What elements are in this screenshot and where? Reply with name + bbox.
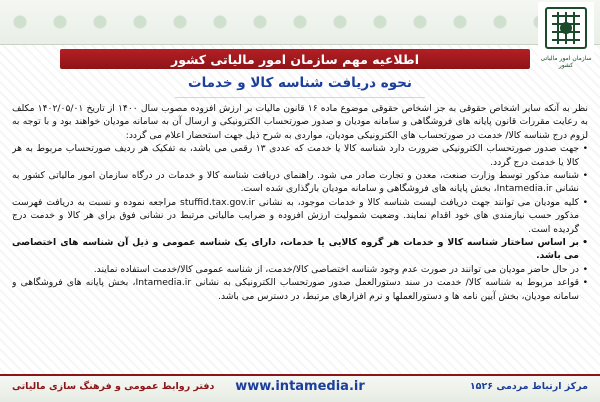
notice-body [12,102,588,360]
bullet-item-4: • بر اساس ساختار شناسه کالا و خدمات هر گروه کالایی یا خدمات، دارای یک شناسه عمومی و ذیل آن شناسه های اختصاصی می باشد. [12,236,588,263]
notice-header-text: اطلاعیه مهم سازمان امور مالیاتی کشور [171,51,419,67]
title-divider [175,97,425,98]
bullet-item-6: • قواعد مربوط به شناسه کالا/ خدمت در سند دستورالعمل صدور صورتحساب الکترونیکی به نشانی Intamedia.ir، بخش پایانه های فروشگاهی و سامانه مودیان، بخش آیین نامه ها و دستورالعملها و نرم افزارهای مرتبط، در دسترس می باشد. [12,276,588,303]
public-relations-label: دفتر روابط عمومی و فرهنگ سازی مالیاتی [12,381,215,392]
bullet-item-5: • در حال حاضر مودیان می توانند در صورت عدم وجود شناسه اختصاصی کالا/خدمت، از شناسه عمومی کالا/خدمت استفاده نمایند. [12,263,588,276]
bullet-item-3: • کلیه مودیان می توانند جهت دریافت لیست شناسه کالا و خدمات موجود، به نشانی stuffid.tax.gov.ir مراجعه نموده و نسبت به دریافت فهرست مذکور حسب نیازمندی های خود اقدام نمایند. وضعیت شمولیت ارزش افزوده و ضرایب مالیاتی مرتبط در نشانی فوق برای هر کالا و خدمت درج گردیده است. [12,196,588,236]
contact-center-label: مرکز ارتباط مردمی ۱۵۲۶ [469,381,588,392]
website-link[interactable]: www.intamedia.ir [235,379,365,394]
notice-title: نحوه دریافت شناسه کالا و خدمات [188,75,412,91]
logo-caption: سازمان امور مالیاتی کشور [540,55,592,69]
tax-organization-logo-icon [538,2,594,58]
bullet-item-1: • جهت صدور صورتحساب الکترونیکی ضرورت دارد شناسه کالا یا خدمت که عددی ۱۳ رقمی می باشد، به تفکیک هر ردیف صورتحساب مربوط به هر کالا یا خدمت درج گردد. [12,142,588,169]
intro-paragraph: نظر به آنکه سایر اشخاص حقوقی به جز اشخاص حقوقی موضوع ماده ۱۶ قانون مالیات بر ارزش افزوده مصوب سال ۱۴۰۰ از تاریخ ۱۴۰۲/۰۵/۰۱ مکلف به رعایت مقررات قانون پایانه های فروشگاهی و سامانه مودیان و صدور صورتحساب الکترونیکی و ارسال آن به سامانه مودیان خواهند بود و با توجه به لزوم درج شناسه کالا/ خدمت در صورتحساب های الکترونیکی مودیان، مواردی به شرح ذیل جهت استحضار اعلام می گردد: [12,103,588,141]
decorative-top-band [0,0,600,45]
notice-footer [0,374,600,402]
bullet-item-2: • شناسه مذکور توسط وزارت صنعت، معدن و تجارت صادر می شود. راهنمای دریافت شناسه کالا و خدمات در درگاه سازمان امور مالیاتی کشور به نشانی Intamedia.ir، بخش پایانه های فروشگاهی و سامانه مودیان بارگذاری شده است. [12,169,588,196]
notice-header-bar [60,49,530,69]
